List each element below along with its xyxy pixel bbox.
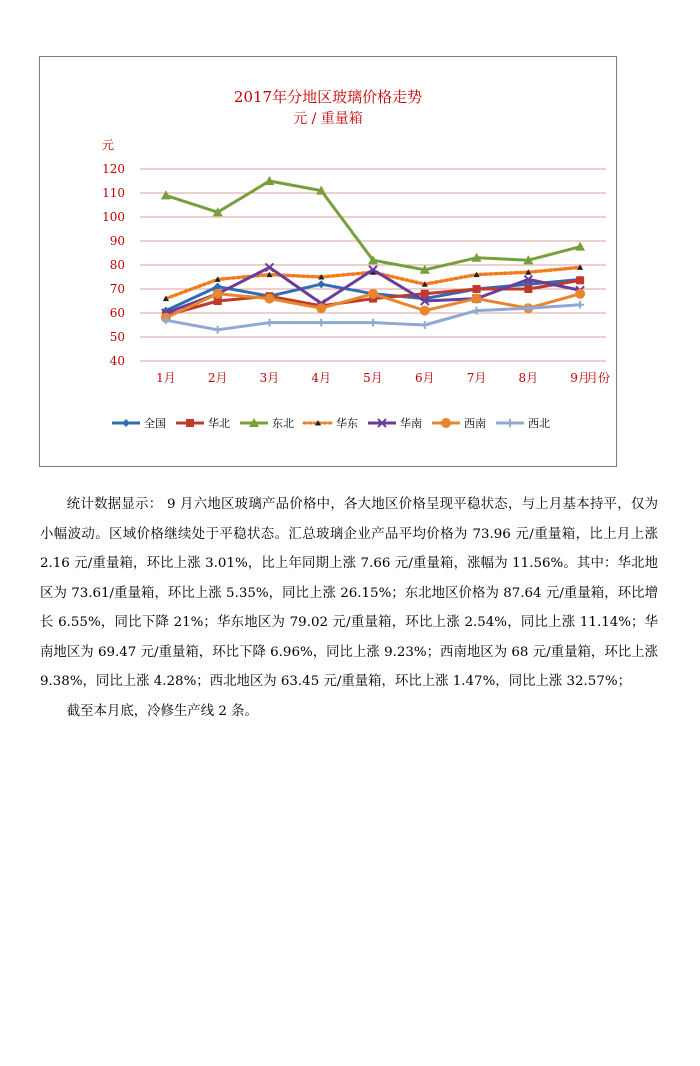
series-东北 (161, 176, 585, 274)
paragraph-cold-repair: 截至本月底，冷修生产线 2 条。 (66, 703, 258, 719)
paragraph-summary: 统计数据显示： 9 月六地区玻璃产品价格中，各大地区价格呈现平稳状态，与上月基本持平，仅为小幅波动。区域价格继续处于平稳状态。汇总玻璃企业产品平均价格为 73.96 元/重量箱，比上月上涨 2.16 元/重量箱，环比上涨 3.01%，比上年同期上涨 7.66 元/重量箱，涨幅为 11.56%。其中：华北地区为 73.61/重量箱，环比上涨 5.35%，同比上涨 26.15%；东北地区价格为 87.64 元/重量箱，环比增长 6.55%，同比下降 21%；华东地区为 79.02 元/重量箱，环比上涨 2.54%，同比上涨 11.14%；华南地区为 69.47 元/重量箱，环比下降 6.96%，同比上涨 9.23%；西南地区为 68 元/重量箱，环比上涨 9.38%，同比上涨 4.28%；西北地区为 63.45 元/重量箱，环比上涨 1.47%，同比上涨 32.57%； (40, 497, 658, 689)
x-tick-1: 1月 (156, 371, 176, 385)
x-tick-3: 3月 (259, 371, 280, 385)
x-tick-8: 8月 (518, 371, 539, 385)
legend-item-西北 (496, 417, 550, 430)
legend-item-东北 (240, 417, 294, 430)
y-tick-60: 60 (109, 306, 125, 320)
legend-label-华东: 华东 (336, 417, 358, 430)
legend-item-华南 (368, 416, 422, 430)
point-西北-4 (317, 319, 325, 327)
legend-marker-华北 (186, 419, 194, 427)
legend-label-东北: 东北 (272, 417, 294, 430)
point-西南-6 (420, 306, 430, 316)
x-tick-labels (156, 371, 590, 385)
point-西南-3 (264, 294, 274, 304)
point-西南-2 (213, 289, 223, 299)
gridlines (140, 169, 606, 361)
point-西南-7 (472, 294, 482, 304)
point-华北-7 (473, 285, 481, 293)
legend-marker-西南 (441, 418, 451, 428)
point-西南-5 (368, 289, 378, 299)
legend-marker-西北 (506, 419, 514, 427)
point-西南-9 (575, 289, 585, 299)
y-tick-labels (102, 162, 125, 368)
series-西南 (161, 289, 585, 323)
x-tick-6: 6月 (414, 371, 435, 385)
y-tick-100: 100 (102, 210, 125, 224)
point-华北-9 (576, 276, 584, 284)
legend (112, 416, 550, 430)
point-全国-4 (317, 280, 325, 288)
chart-title: 2017年分地区玻璃价格走势 (233, 88, 423, 106)
legend-label-西北: 西北 (528, 417, 550, 430)
point-西北-5 (369, 319, 377, 327)
y-axis-label: 元 (102, 138, 115, 152)
chart-subtitle: 元 / 重量箱 (293, 111, 363, 127)
legend-marker-全国 (122, 419, 130, 427)
x-tick-9: 9月 (570, 371, 590, 385)
y-tick-120: 120 (102, 162, 125, 176)
x-tick-4: 4月 (311, 371, 332, 385)
y-tick-80: 80 (109, 258, 125, 272)
point-西北-6 (421, 321, 429, 329)
legend-label-西南: 西南 (464, 417, 486, 430)
y-tick-90: 90 (109, 234, 125, 248)
legend-label-华北: 华北 (208, 417, 230, 430)
y-tick-50: 50 (109, 330, 125, 344)
body-text (40, 490, 658, 726)
legend-label-华南: 华南 (400, 417, 422, 430)
point-西南-4 (316, 303, 326, 313)
point-华北-6 (421, 290, 429, 298)
x-tick-2: 2月 (207, 371, 228, 385)
point-西北-3 (265, 319, 273, 327)
chart-frame (39, 56, 617, 467)
x-axis-label: 月份 (585, 371, 610, 385)
x-tick-7: 7月 (466, 371, 487, 385)
y-tick-110: 110 (102, 186, 125, 200)
y-tick-70: 70 (109, 282, 125, 296)
legend-item-西南 (432, 417, 486, 430)
legend-item-华东 (304, 416, 358, 430)
point-东北-1 (161, 190, 171, 199)
x-tick-5: 5月 (363, 371, 383, 385)
series-lines (161, 176, 585, 334)
point-西北-2 (214, 326, 222, 334)
legend-label-全国: 全国 (144, 417, 166, 430)
legend-item-华北 (176, 416, 230, 430)
point-华北-8 (524, 285, 532, 293)
point-西北-9 (576, 301, 584, 309)
line-chart (40, 57, 616, 466)
y-tick-40: 40 (109, 354, 125, 368)
legend-item-全国 (112, 416, 166, 430)
